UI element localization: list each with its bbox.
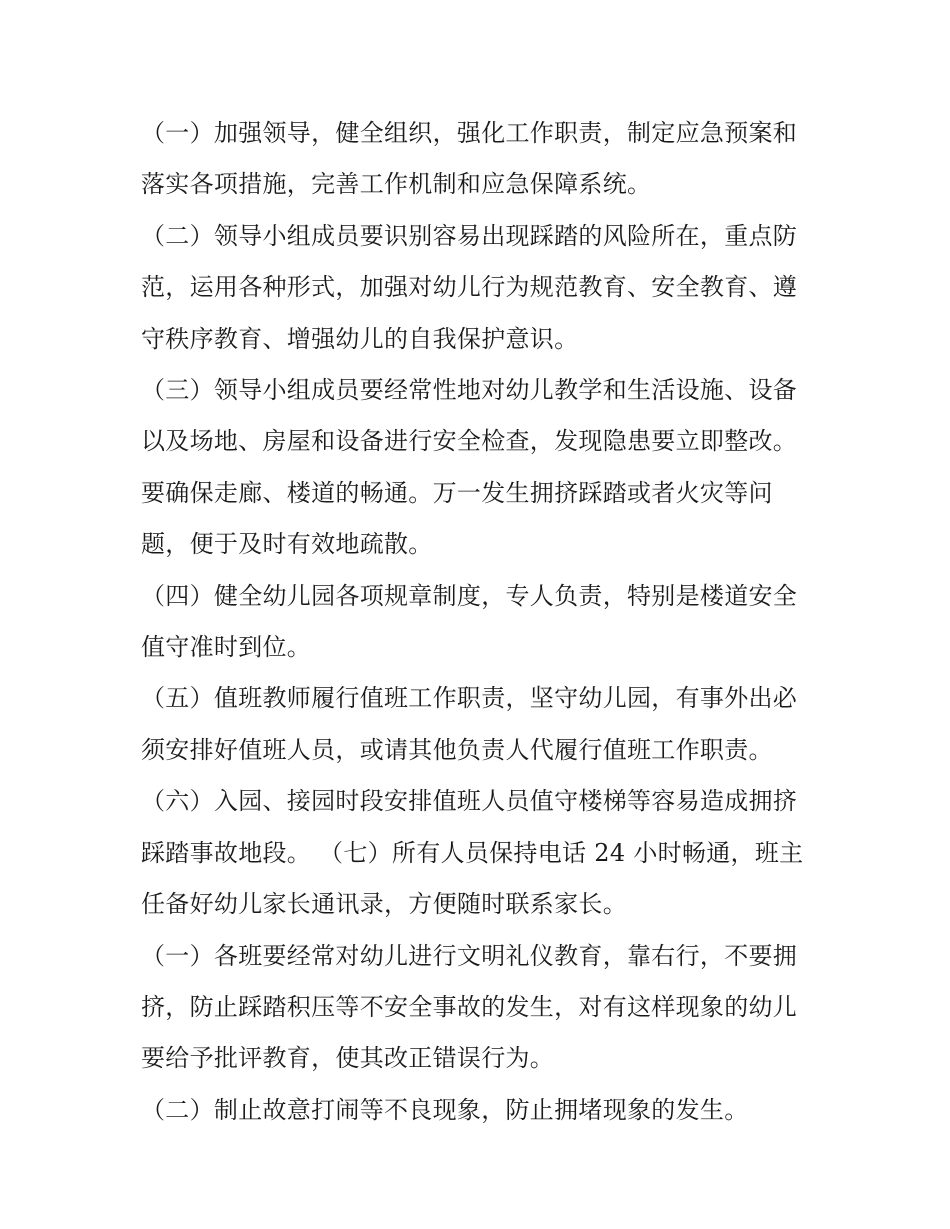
paragraph-1: （一）加强领导，健全组织，强化工作职责，制定应急预案和落实各项措施，完善工作机制和应急保障系统。 <box>141 119 798 199</box>
paragraph-3: （三）领导小组成员要经常性地对幼儿教学和生活设施、设备以及场地、房屋和设备进行安全检查，发现隐患要立即整改。要确保走廊、楼道的畅通。万一发生拥挤踩踏或者火灾等问题，便于及时有效地疏散。 <box>141 376 798 559</box>
paragraph-5: （五）值班教师履行值班工作职责，坚守幼儿园，有事外出必须安排好值班人员，或请其他负责人代履行值班工作职责。 <box>141 684 798 764</box>
document-body <box>141 108 821 1136</box>
paragraph-6: （六）入园、接园时段安排值班人员值守楼梯等容易造成拥挤踩踏事故地段。 （七）所有人员保持电话 24 小时畅通，班主任备好幼儿家长通讯录，方便随时联系家长。 <box>141 787 804 919</box>
paragraph-7: （一）各班要经常对幼儿进行文明礼仪教育，靠右行，不要拥挤，防止踩踏积压等不安全事故的发生，对有这样现象的幼儿要给予批评教育，使其改正错误行为。 <box>141 941 798 1073</box>
paragraph-8: （二）制止故意打闹等不良现象，防止拥堵现象的发生。 <box>141 1095 749 1124</box>
paragraph-2: （二）领导小组成员要识别容易出现踩踏的风险所在，重点防范，运用各种形式，加强对幼儿行为规范教育、安全教育、遵守秩序教育、增强幼儿的自我保护意识。 <box>141 221 798 353</box>
paragraph-4: （四）健全幼儿园各项规章制度，专人负责，特别是楼道安全值守准时到位。 <box>141 581 798 662</box>
